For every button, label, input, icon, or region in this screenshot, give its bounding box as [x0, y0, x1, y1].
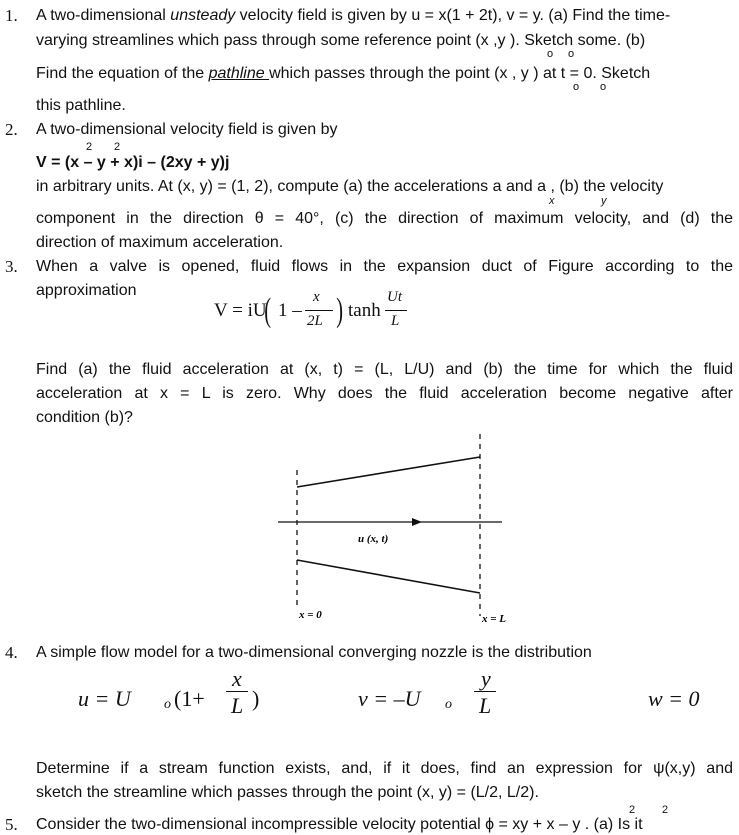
problem-text: this pathline. — [36, 97, 126, 114]
subscript: o — [568, 48, 575, 60]
problem-text: A two-dimensional unsteady velocity field is given by u = x(1 + 2t), v = y. (a) Find the time- — [36, 7, 671, 24]
fraction-bar — [474, 691, 496, 692]
problem-text: acceleration at x = L is zero. Why does the fluid acceleration become negative after — [36, 385, 733, 402]
expansion-duct-figure — [270, 430, 510, 630]
flow-arrow-head — [412, 518, 422, 526]
x-L-label: x = L — [482, 613, 506, 625]
problem-text: component in the direction θ = 40°, (c) the direction of maximum velocity, and (d) the — [36, 210, 733, 227]
superscript: 2 — [629, 804, 636, 816]
problem-text: condition (b)? — [36, 409, 133, 426]
problem-text: Consider the two-dimensional incompressible velocity potential ϕ = xy + x – y . (a) Is it — [36, 816, 643, 833]
problem-text: approximation — [36, 282, 137, 299]
problem-text: in arbitrary units. At (x, y) = (1, 2), compute (a) the accelerations a and a , (b) the velocity — [36, 178, 664, 195]
problem-text: sketch the streamline which passes through the point (x, y) = (L/2, L/2). — [36, 784, 539, 801]
pathline-term: pathline — [208, 65, 270, 82]
superscript: 2 — [114, 141, 121, 153]
problem-text: direction of maximum acceleration. — [36, 234, 284, 251]
fraction-bar — [305, 310, 333, 311]
problem-number: 5. — [5, 815, 18, 834]
subscript: x — [549, 195, 555, 207]
duct-lower-wall — [297, 560, 480, 593]
problem-text: Find (a) the fluid acceleration at (x, t) = (L, L/U) and (b) the time for which the fluid — [36, 361, 733, 378]
fraction-bar — [226, 691, 248, 692]
subscript: o — [600, 81, 607, 93]
problem-text: A two-dimensional velocity field is given by — [36, 121, 338, 138]
problem-number: 3. — [5, 257, 18, 276]
duct-upper-wall — [297, 457, 480, 487]
problem-number: 2. — [5, 120, 18, 139]
x-zero-label: x = 0 — [299, 609, 322, 621]
problem-text: A simple flow model for a two-dimensional converging nozzle is the distribution — [36, 644, 592, 661]
fraction-bar — [385, 310, 407, 311]
problem-text: varying streamlines which pass through some reference point (x ,y ). Sketch some. (b) — [36, 32, 646, 49]
subscript: y — [601, 195, 607, 207]
subscript: o — [547, 48, 554, 60]
flow-label: u (x, t) — [358, 533, 389, 545]
velocity-equation: V = (x – y + x)i – (2xy + y)j — [36, 154, 230, 171]
superscript: 2 — [86, 141, 93, 153]
problem-text: Find the equation of the pathline which passes through the point (x , y ) at t = 0. Sketch — [36, 65, 651, 82]
superscript: 2 — [662, 804, 669, 816]
subscript: o — [573, 81, 580, 93]
problem-number: 1. — [5, 6, 18, 25]
w-equation: w = 0 — [648, 686, 700, 711]
problem-number: 4. — [5, 643, 18, 662]
problem-text: Determine if a stream function exists, and, if it does, find an expression for ψ(x,y) and — [36, 760, 733, 777]
problem-text: When a valve is opened, fluid flows in the expansion duct of Figure according to the — [36, 258, 733, 275]
